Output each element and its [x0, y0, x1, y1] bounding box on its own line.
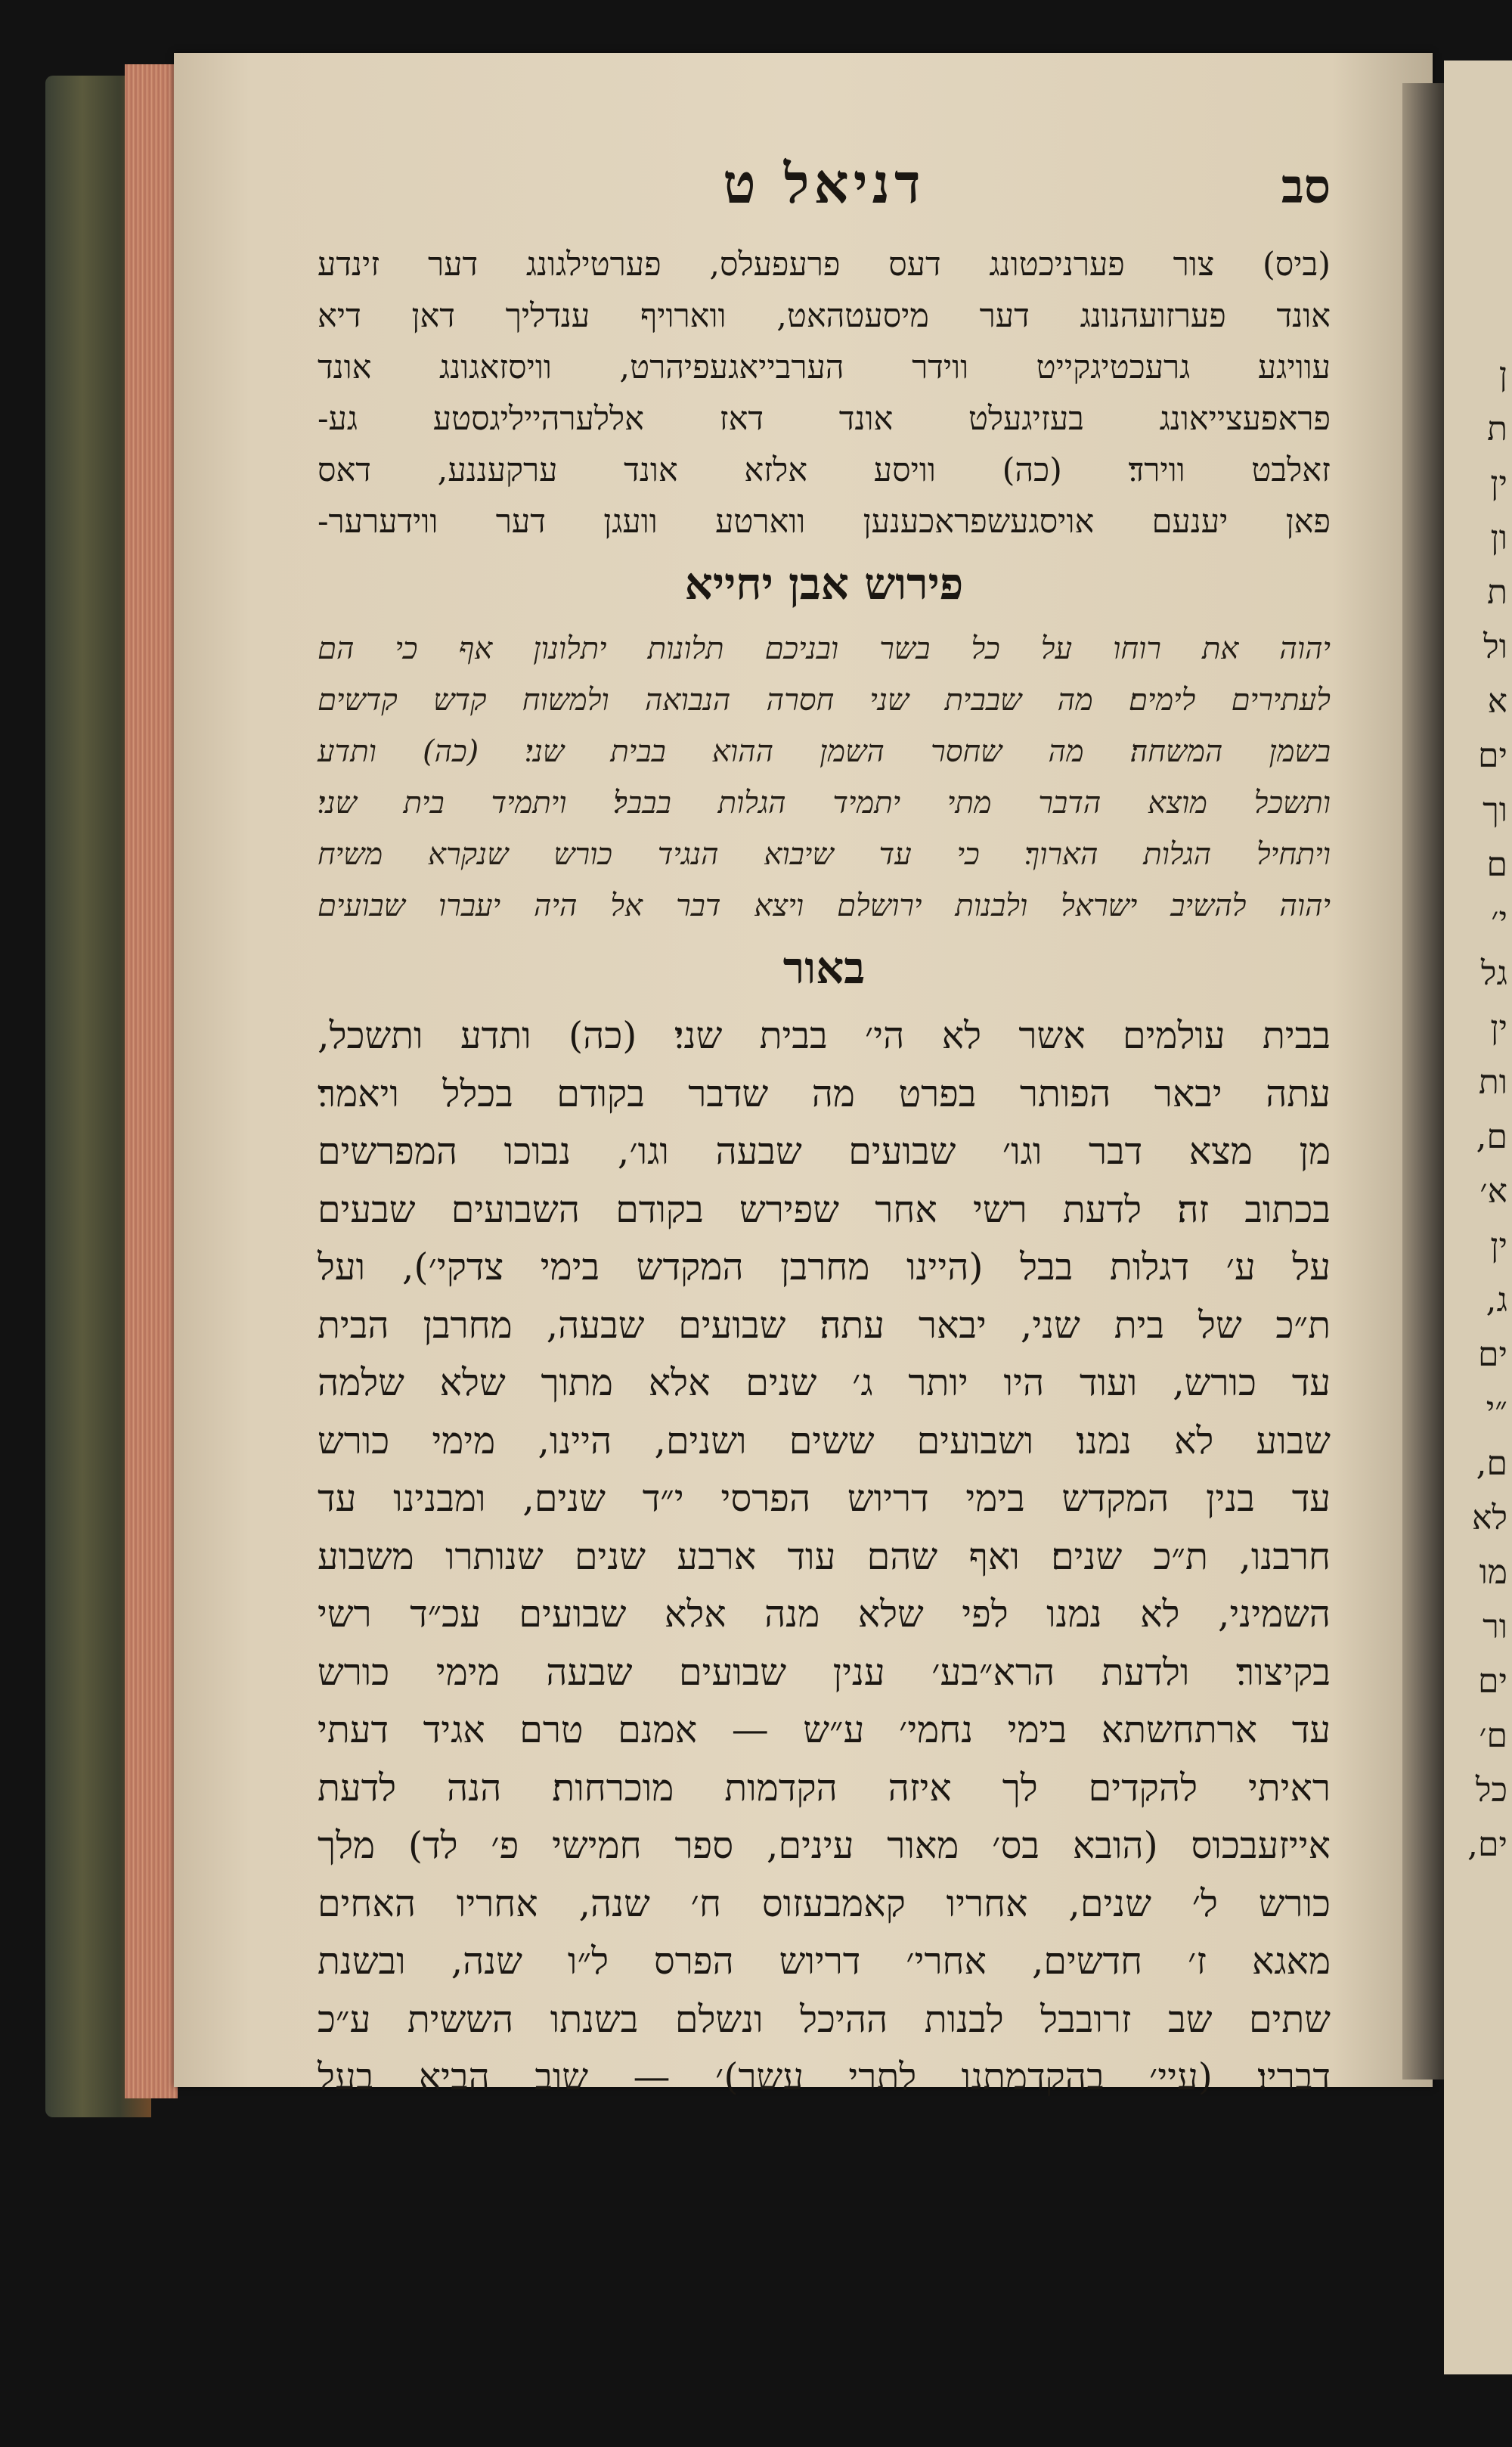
text-line: השמיני, לא נמנו לפי שלא מנה אלא שבועים עכ״ד רשי: [318, 1593, 1331, 1636]
text-line: ויתחיל הגלות הארוך׃ כי עד שיבוא הנגיד כורש שנקרא משיח: [318, 837, 1331, 872]
next-page-fragment: ול: [1483, 628, 1507, 666]
yiddish-translation: [318, 239, 1331, 547]
next-page-fragment: לא: [1472, 1499, 1507, 1537]
text-line: מאגא ז׳ חדשים, אחרי׳ דריוש הפרס ל״ו שנה, ובשנת: [318, 1940, 1331, 1983]
text-line: שבוע לא נמנו׃ ושבועים ששים ושנים, היינו, מימי כורש: [318, 1419, 1331, 1462]
next-page-fragment: גל: [1480, 954, 1507, 993]
next-page-fragment: י׳: [1491, 900, 1507, 938]
text-line: יהוה להשיב ישראל ולבנות ירושלם ויצא דבר אל היה יעברו שבועים: [318, 889, 1331, 923]
next-page-fragment: ת: [1487, 573, 1507, 612]
text-line: בקיצור׃ ולדעת הרא״בע׳ ענין שבועים שבעה מימי כורש: [318, 1650, 1331, 1694]
next-page-fragment: ן: [1498, 355, 1507, 394]
next-page-fragment: ת: [1487, 410, 1507, 448]
next-page-fragment: ם,: [1476, 1444, 1507, 1483]
next-page-fragment: ים: [1478, 1662, 1507, 1701]
next-page-fragment: מו: [1479, 1553, 1507, 1592]
next-page-fragment: ים,: [1467, 1825, 1507, 1864]
text-line: אונד פערזועהנונג דער מיסעטהאט, ווארויף ענדליך דאן דיא: [318, 297, 1331, 335]
text-line: כורש ל׳ שנים, אחריו קאמבעזוס ח׳ שנה, אחריו האחים: [318, 1881, 1331, 1925]
next-page-fragment: ון: [1490, 519, 1507, 557]
text-line: עתה יבאר הפותר בפרט מה שדבר בקודם בכלל ויאמר׃: [318, 1072, 1331, 1115]
next-page-edge: [1444, 60, 1512, 2374]
text-line: בבית עולמים אשר לא הי׳ בבית שני׃ (כה) ותדע ותשכל,: [318, 1014, 1331, 1057]
next-page-fragment: ים: [1478, 737, 1507, 775]
next-page-fragment: ם: [1486, 845, 1507, 884]
text-line: אייזעבכוס (הובא בס׳ מאור עינים, ספר חמישי פ׳ לד) מלך: [318, 1824, 1331, 1867]
section-title-commentary: פירוש אבן יחייא: [684, 558, 964, 609]
text-line: ראיתי להקדים לך איזה הקדמות מוכרחות׃ הנה לדעת: [318, 1766, 1331, 1810]
next-page-fragment: א: [1487, 682, 1507, 721]
book-chapter-title: דניאל ט: [723, 151, 925, 216]
text-line: בשמן המשחה׃ מה שחסר השמן ההוא בבית שני׃ (כה) ותדע: [318, 734, 1331, 769]
text-line: דבריו׃ (עיי׳ בהקדמתנו לתרי עשר)׳ — שוב הביא בעל: [318, 2055, 1331, 2098]
text-line: (ביס) צור פערניכטונג דעס פרעפעלס, פערטילגונג דער זינדע: [318, 246, 1331, 284]
page-edges: [125, 64, 178, 2098]
text-line: עד בנין המקדש בימי דריוש הפרסי י״ד שנים, ומבנינו עד: [318, 1477, 1331, 1520]
next-page-fragment: א׳: [1479, 1172, 1507, 1211]
section-title-biur: באור: [782, 942, 866, 994]
next-page-fragment: ״י: [1486, 1390, 1507, 1428]
text-line: שתים שב זרובבל לבנות ההיכל ונשלם בשנתו הששית ע״כ: [318, 1997, 1331, 2041]
next-page-fragment: ם׳: [1479, 1717, 1507, 1755]
text-line: ותשכל מוצא הדבר מתי יתמיד הגלות בבבל׃ ויתמיד בית שני׃: [318, 786, 1331, 820]
next-page-fragment: ות: [1478, 1063, 1507, 1102]
text-line: לעתירים לימים׃ מה שבבית שני חסרה הנבואה ולמשוח קדש קדשים: [318, 683, 1331, 718]
text-line: עוויגע גרעכטיגקייט ווידר הערבייאגעפיהרט, וויסזאגונג אונד: [318, 349, 1331, 386]
text-line: חרבנו, ת״כ שנים׃ ואף שהם עוד ארבע שנים שנותרו משבוע: [318, 1534, 1331, 1578]
text-line: יהוה את רוחו על כל בשר ובניכם תלונות יתלונון אף כי הם: [318, 631, 1331, 666]
running-header: [318, 151, 1331, 216]
next-page-fragment: ים: [1478, 1335, 1507, 1374]
next-page-fragment: וך: [1483, 791, 1507, 830]
text-line: פאן יענעם אויסגעשפראכענען ווארטע וועגן דער ווידערער-: [318, 503, 1331, 541]
page-number: סב: [1281, 159, 1331, 214]
next-page-fragment: ין: [1490, 464, 1507, 503]
text-line: על ע׳ דגלות בבל (היינו מחרבן המקדש בימי צדקי׳), ועל: [318, 1245, 1331, 1289]
page-content: [318, 151, 1331, 2107]
biur-text: [318, 1007, 1331, 2107]
next-page-fragment: ג,: [1486, 1281, 1507, 1320]
next-page-fragment: ין: [1490, 1227, 1507, 1265]
book-gutter: [1402, 83, 1444, 2079]
text-line: פראפעצייאונג בעזיגעלט אונד דאז אללערהייליגסטע גע-: [318, 400, 1331, 438]
next-page-fragment: ור: [1483, 1608, 1507, 1646]
text-line: עד ארתחשתא בימי נחמי׳ ע״ש — אמנם טרם אגיד דעתי: [318, 1708, 1331, 1751]
text-line: מן מצא דבר וגו׳ שבועים שבעה וגו׳, נבוכו המפרשים: [318, 1130, 1331, 1173]
next-page-fragment: ין: [1490, 1009, 1507, 1047]
commentary-ibn-yahya: [318, 623, 1331, 932]
text-line: בכתוב זה׃ לדעת רשי אחר שפירש בקודם השבועים שבעים: [318, 1187, 1331, 1231]
text-line: ת״כ של בית שני, יבאר עתה׃ שבועים שבעה, מחרבן הבית: [318, 1303, 1331, 1347]
text-line: זאלבט ווירד׃ (כה) וויסע אלזא אונד ערקעננע, דאס: [318, 451, 1331, 489]
next-page-fragment: כל: [1475, 1771, 1507, 1810]
next-page-fragment: ם,: [1476, 1118, 1507, 1156]
text-line: עד כורש, ועוד היו יותר ג׳ שנים אלא מתוך שלא שלמה: [318, 1361, 1331, 1404]
